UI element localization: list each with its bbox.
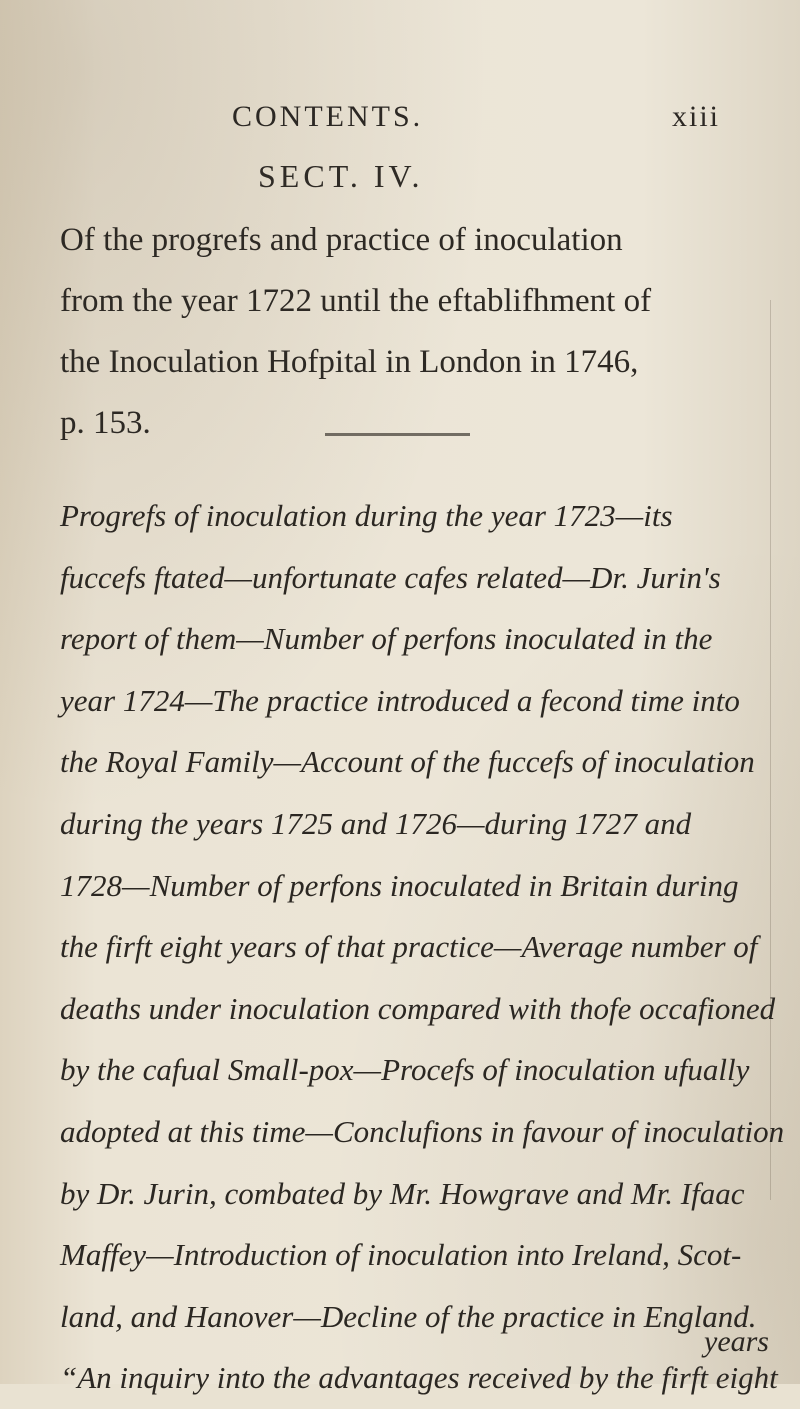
heading-line: Of the progrefs and practice of inoculation [60, 222, 623, 258]
summary-line: Progrefs of inoculation during the year 1723—its [60, 498, 673, 533]
section-heading [60, 210, 750, 454]
summary-line: fuccefs ftated—unfortunate cafes related—Dr. Jurin's [60, 559, 721, 595]
running-header-title: CONTENTS. [232, 100, 424, 133]
summary-line: by Dr. Jurin, combated by Mr. Howgrave and Mr. Ifaac [60, 1175, 745, 1211]
heading-line: from the year 1722 until the eftablifhment of [60, 283, 652, 319]
section-summary [60, 485, 785, 1409]
summary-line: by the cafual Small-pox—Procefs of inoculation ufually [60, 1052, 750, 1088]
heading-line: p. 153. [60, 405, 151, 441]
summary-line: year 1724—The practice introduced a fecond time into [60, 682, 740, 718]
summary-line: “An inquiry into the advantages received by the firft eight [60, 1360, 778, 1396]
summary-line: adopted at this time—Conclufions in favour of inoculation [60, 1113, 785, 1149]
summary-line: land, and Hanover—Decline of the practice in England. [60, 1298, 757, 1334]
summary-line: during the years 1725 and 1726—during 1727 and [60, 805, 692, 841]
summary-line: Maffey—Introduction of inoculation into Ireland, Scot- [60, 1237, 742, 1273]
heading-line: the Inoculation Hofpital in London in 1746, [60, 344, 639, 380]
page-number: xiii [672, 100, 721, 133]
page-edge-shadow [770, 300, 771, 1200]
summary-line: 1728—Number of perfons inoculated in Britain during [60, 867, 739, 903]
summary-line: the Royal Family—Account of the fuccefs of inoculation [60, 744, 755, 780]
section-divider [325, 433, 470, 436]
section-label: SECT. IV. [258, 158, 424, 194]
catchword: years [704, 1325, 769, 1358]
summary-line: the firft eight years of that practice—Average number of [60, 929, 758, 965]
summary-line: report of them—Number of perfons inoculated in the [60, 621, 713, 657]
summary-line: deaths under inoculation compared with thofe occafioned [60, 990, 776, 1026]
